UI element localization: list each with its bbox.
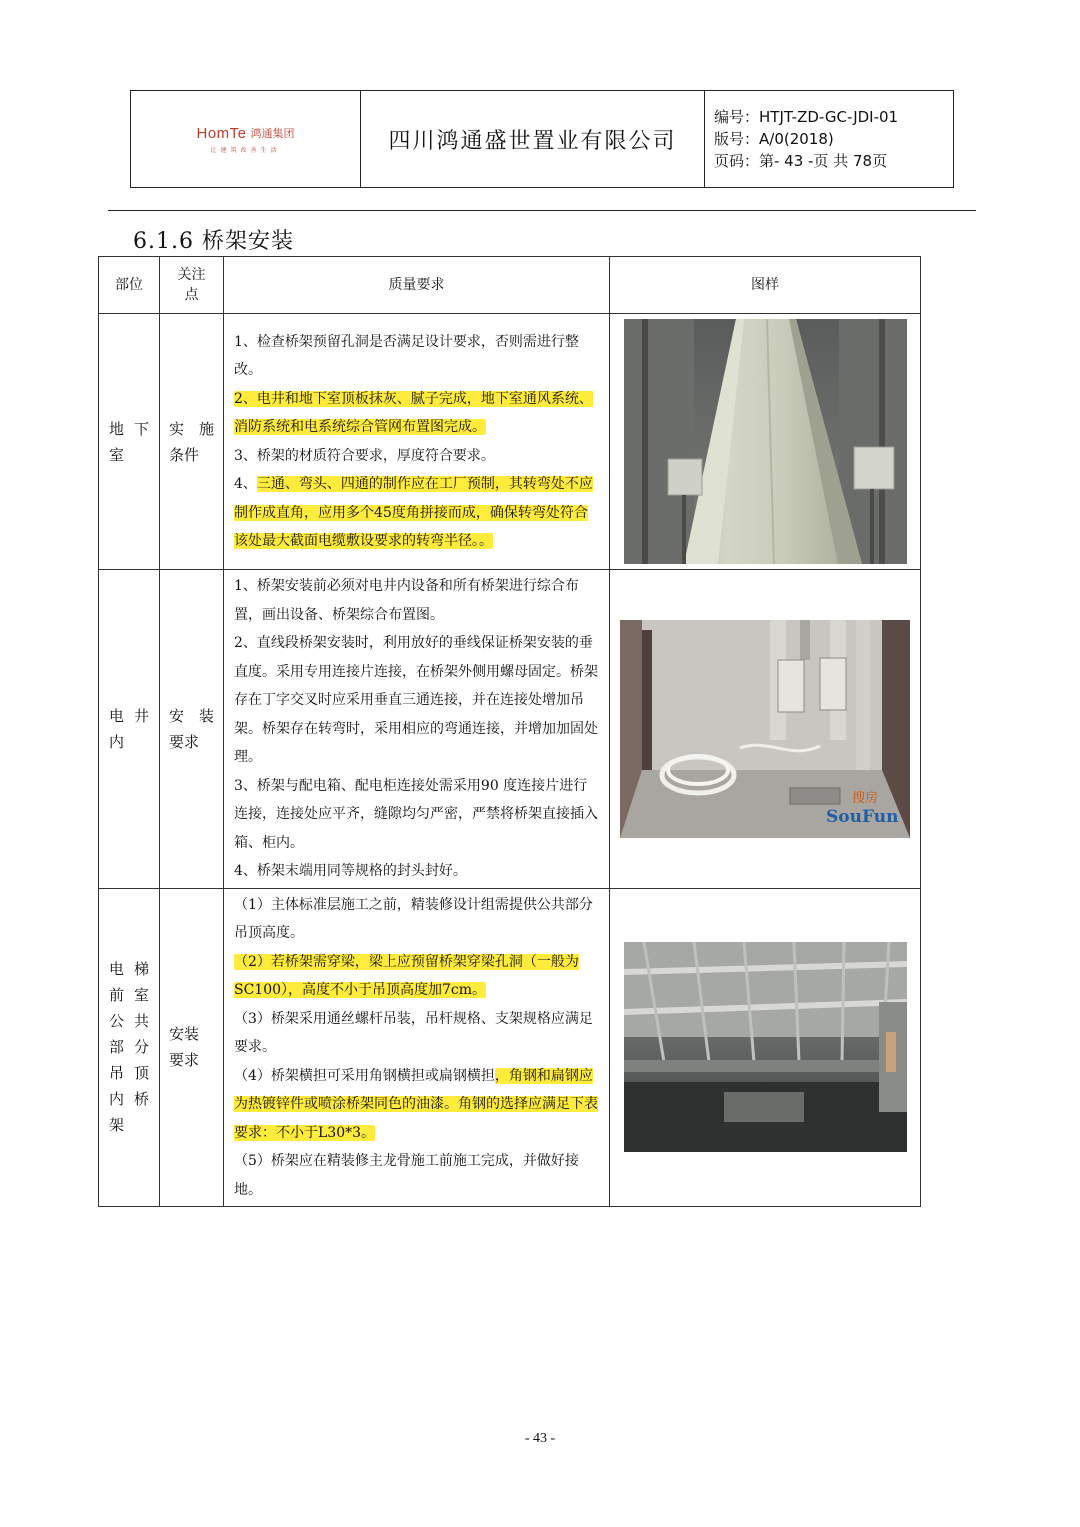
electrical-shaft-image: [620, 620, 910, 838]
document-meta: [705, 91, 953, 187]
requirements-cell: [224, 314, 610, 570]
location-char: 地: [109, 419, 125, 438]
focus-point-line: [169, 729, 214, 755]
focus-point-char: 安装: [169, 1025, 200, 1044]
location-line: [109, 956, 149, 982]
requirement-item: [234, 948, 601, 1005]
requirement-item: 3、桥架的材质符合要求，厚度符合要求。: [234, 447, 495, 464]
document-number: 编号：HTJT-ZD-GC-JDⅠ-01: [714, 108, 899, 126]
focus-point-char: 要求: [169, 1051, 200, 1070]
requirements-cell: [224, 888, 610, 1207]
header-quality-requirements: 质量要求: [224, 257, 610, 314]
requirement-item: [234, 1062, 601, 1148]
focus-point-line: [169, 703, 214, 729]
table-row: [99, 314, 921, 570]
location-line: [109, 1112, 149, 1138]
location-char: 部: [109, 1038, 125, 1057]
ceiling-cable-tray-image: [624, 942, 907, 1152]
location-char: 前: [109, 986, 125, 1005]
table-header-row: [99, 257, 921, 314]
location-char: 下: [133, 419, 149, 438]
table-row: [99, 570, 921, 889]
location-char: 分: [133, 1038, 149, 1057]
location-cell: [99, 314, 160, 570]
requirement-item: [234, 470, 601, 556]
location-char: 架: [109, 1116, 125, 1135]
page-info: 页码：第- 43 -页 共 78页: [714, 152, 888, 170]
requirement-item: 2、直线段桥架安装时，利用放好的垂线保证桥架安装的垂直度。采用专用连接片连接，在桥架外侧用螺母固定。桥架存在丁字交叉时应采用垂直三通连接，并在连接处增加吊架。桥架存在转弯时，采用相应的弯通连接，并增加加固处理。: [234, 635, 598, 765]
highlighted-text: 2、电井和地下室顶板抹灰、腻子完成，地下室通风系统、消防系统和电系统综合管网布置图完成。: [234, 390, 593, 435]
focus-point-cell: [160, 314, 224, 570]
focus-point-line: [169, 442, 214, 468]
header-divider: [108, 210, 976, 211]
location-char: 内: [109, 1090, 125, 1109]
cable-tray-basement-photo: [624, 319, 907, 564]
figure-cell: [610, 888, 921, 1207]
header-focus-point-line2: 点: [184, 287, 199, 303]
location-char: 公: [109, 1012, 125, 1031]
logo-chinese-name: 鸿通集团: [250, 127, 295, 140]
figure-cell: [610, 570, 921, 889]
location-line: [109, 703, 149, 729]
requirement-item: 4、桥架末端用同等规格的封头封好。: [234, 863, 467, 879]
focus-point-char: 装: [198, 706, 214, 725]
location-char: 电: [109, 960, 125, 979]
focus-point-char: 实: [169, 419, 185, 438]
requirement-item: [234, 385, 601, 442]
focus-point-char: 要求: [169, 732, 200, 751]
figure-cell: [610, 314, 921, 570]
highlighted-text: ，角钢和扁钢应为热镀锌件或喷涂桥架同色的油漆。角钢的选择应满足下表要求：不小于L30*3。: [234, 1067, 598, 1141]
quality-requirements-table: [98, 256, 921, 1207]
location-char: 顶: [133, 1064, 149, 1083]
company-name: 四川鸿通盛世置业有限公司: [361, 91, 705, 187]
location-line: [109, 1060, 149, 1086]
highlighted-text: （2）若桥架需穿梁，梁上应预留桥架穿梁孔洞（一般为SC100），高度不小于吊顶高度加7cm。: [234, 953, 579, 998]
requirement-item: 3、桥架与配电箱、配电柜连接处需采用90 度连接片进行连接，连接处应平齐，缝隙均匀严密，严禁将桥架直接插入箱、柜内。: [234, 777, 598, 851]
location-char: 电: [109, 706, 125, 725]
focus-point-char: 条件: [169, 445, 200, 464]
location-char: 吊: [109, 1064, 125, 1083]
location-char: 井: [133, 706, 149, 725]
requirements-cell: [224, 570, 610, 889]
focus-point-cell: [160, 888, 224, 1207]
requirement-text: （4）桥架横担可采用角钢横担或扁钢横担: [234, 1067, 495, 1084]
location-char: 室: [133, 986, 149, 1005]
cable-tray-basement-image: [624, 319, 907, 564]
location-cell: [99, 570, 160, 889]
focus-point-line: [169, 1021, 214, 1047]
focus-point-line: [169, 1047, 214, 1073]
focus-point-char: 施: [198, 419, 214, 438]
header-focus-point-line1: 关注: [177, 267, 206, 283]
location-char: 共: [133, 1012, 149, 1031]
header-location: 部位: [99, 257, 160, 314]
location-char: 梯: [133, 960, 149, 979]
requirement-item: 1、桥架安装前必须对电井内设备和所有桥架进行综合布置，画出设备、桥架综合布置图。: [234, 578, 579, 623]
section-title: 6.1.6 桥架安装: [133, 229, 294, 254]
focus-point-line: [169, 416, 214, 442]
location-line: [109, 982, 149, 1008]
focus-point-cell: [160, 570, 224, 889]
watermark-en: SouFun: [826, 806, 899, 827]
location-char: 内: [109, 732, 125, 751]
logo-wordmark: HomTe: [196, 124, 247, 142]
document-header: [130, 90, 954, 188]
watermark-cn: 搜房: [852, 790, 879, 806]
requirement-item: （3）桥架采用通丝螺杆吊装，吊杆规格、支架规格应满足要求。: [234, 1010, 593, 1055]
header-focus-point: [160, 257, 224, 314]
page-number: - 43 -: [524, 1431, 556, 1446]
ceiling-cable-tray-photo: [624, 942, 907, 1152]
header-figure: 图样: [610, 257, 921, 314]
location-line: [109, 729, 149, 755]
table-row: [99, 888, 921, 1207]
document-version: 版号：A/0(2018): [714, 130, 834, 148]
requirement-item: 1、检查桥架预留孔洞是否满足设计要求，否则需进行整改。: [234, 333, 579, 378]
logo-slogan: 让建筑改善生活: [210, 146, 281, 154]
location-line: [109, 1086, 149, 1112]
location-char: 桥: [133, 1090, 149, 1109]
location-cell: [99, 888, 160, 1207]
location-line: [109, 1034, 149, 1060]
focus-point-char: 安: [169, 706, 185, 725]
electrical-shaft-photo: [620, 620, 910, 838]
requirement-prefix: 4、: [234, 476, 257, 492]
location-line: [109, 1008, 149, 1034]
requirement-item: （5）桥架应在精装修主龙骨施工前施工完成，并做好接地。: [234, 1153, 579, 1198]
company-logo: [131, 91, 361, 187]
highlighted-text: 三通、弯头、四通的制作应在工厂预制，其转弯处不应制作成直角，应用多个45度角拼接而成，确保转弯处符合该处最大截面电缆敷设要求的转弯半径。。: [234, 476, 593, 549]
location-line: [109, 442, 149, 468]
location-line: [109, 416, 149, 442]
requirement-item: （1）主体标准层施工之前，精装修设计组需提供公共部分吊顶高度。: [234, 896, 593, 941]
location-char: 室: [109, 445, 125, 464]
